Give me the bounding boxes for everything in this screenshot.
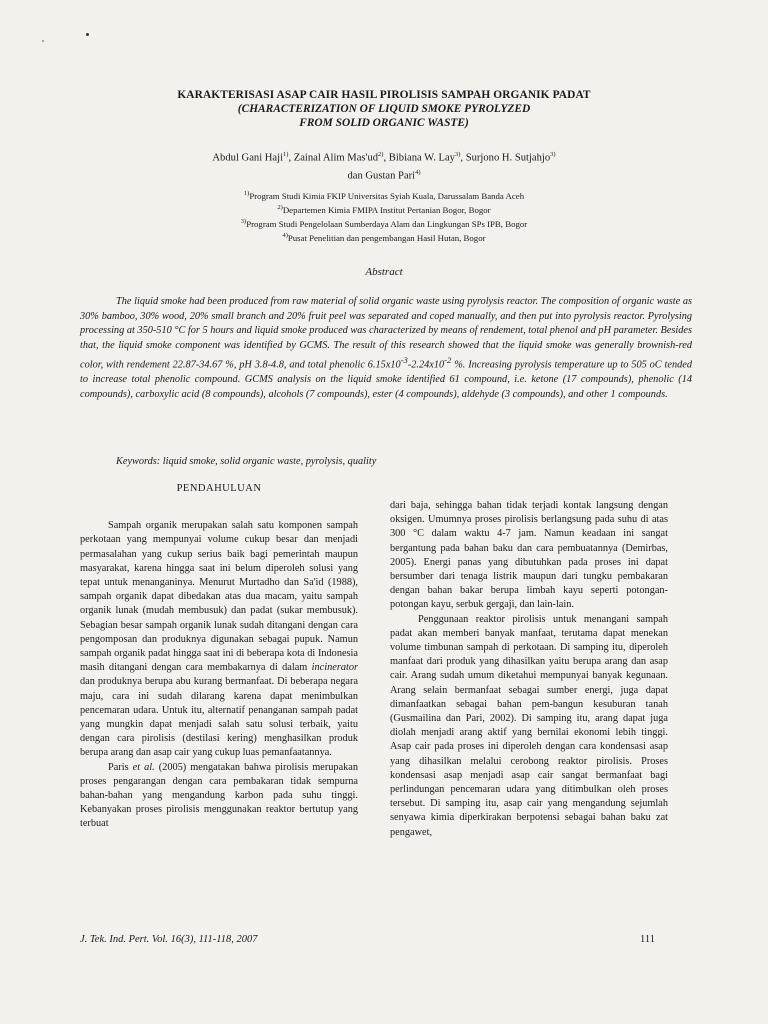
body-paragraph xyxy=(80,761,358,832)
affiliation-mark: 4) xyxy=(282,231,288,239)
abstract-text: %. Increasing pyrolysis temperature up to 505 oC tended to increase total phenolic compound. GCMS analysis on the liquid smoke identified 61 compound, i.e. ketone (17 compounds), phenolic (14 compounds), carboxylic acid (8 compounds), alcohols (7 compounds), ester (4 compounds), aldehyde (3 compounds), and other 1 compounds. xyxy=(80,359,692,400)
page-number: 111 xyxy=(640,934,655,945)
body-text: Sampah organik merupakan salah satu komponen sampah perkotaan yang mempunyai volume cukup besar dan menjadi permasalahan yang cukup serius baik bagi pemerintah maupun masyarakat, karena hingga saat ini belum diperoleh solusi yang tepat untuk menanganinya. Menurut Murtadho dan Sa'id (1988), sampah organik dapat dibedakan atas dua macam, yaitu sampah organik lunak (mudah membusuk) dan padat (sukar membusuk). Sebagian besar sampah organik lunak sudah ditangani dengan cara pengomposan dan produknya digunakan sebagai pupuk. Namun sampah organik padat hingga saat ini di beberapa kota di Indonesia masih ditangani dengan cara membakarnya di dalam xyxy=(80,520,358,674)
body-text: dan produknya berupa abu kurang bermanfaat. Di beberapa negara maju, cara ini sudah dilarang karena dapat menimbulkan pencemaran udara. Untuk itu, alternatif penanganan sampah padat yang mungkin dapat menjadi salah satu solusi terbaik, yaitu dengan cara pirolisis (destilasi kering) menghasilkan produk berupa arang dan asap cair yang cukup luas pemanfaatannya. xyxy=(80,676,358,759)
body-text: Paris xyxy=(108,761,133,773)
paper-title xyxy=(100,88,668,130)
abstract-text: -2.24x10 xyxy=(407,359,445,371)
author-name: Abdul Gani Haji xyxy=(212,152,284,164)
author-affil-mark: 2) xyxy=(378,151,384,158)
body-paragraph: dari baja, sehingga bahan tidak terjadi kontak langsung dengan oksigen. Umumnya proses pirolisis berlangsung pada suhu di atas 300 °C dalam waktu 4-7 jam. Namun keadaan ini sangat bergantung pada bahan baku dan cara pembuatannya (Demirbas, 2005). Energi panas yang dibutuhkan pada proses ini dapat bersumber dari tenaga listrik maupun dari tungku pembakaran dengan bahan bakar berupa limbah kayu seperti potongan-potongan kayu, serbuk gergaji, dan lain-lain. xyxy=(390,500,668,611)
abstract-paragraph xyxy=(80,295,692,403)
keywords-line: Keywords: liquid smoke, solid organic waste, pyrolysis, quality xyxy=(116,456,377,467)
author-affil-mark: 4) xyxy=(415,168,421,176)
affiliation-mark: 3) xyxy=(240,217,247,225)
abstract-text: 6.15x10 xyxy=(367,359,401,371)
body-paragraph: Penggunaan reaktor pirolisis untuk menangani sampah padat akan memberi banyak manfaat, terutama dapat menekan volume timbunan sampah di perkotaan. Di samping itu, diperoleh manfaat dari produk yang dihasilkan yaitu berupa arang dan asap cair. Arang sudah umum diketahui mempunyai banyak kegunaan. Arang selain bermanfaat sebagai sumber energi, juga dapat dimanfaatkan sebagai bahan pem-bangun kesuburan tanah (Gusmailina dan Pari, 2002). Di samping itu, arang dapat juga diolah menjadi arang aktif yang bernilai ekonomi lebih tinggi. Asap cair pada proses ini diperoleh dengan cara kondensasi asap yang dihasilkan melalui cerobong reaktor pirolisis. Proses kondensasi asap menjadi asap cair sangat bermanfaat bagi perlindungan pencemaran udara yang ditimbulkan oleh proses tersebut. Di samping itu, asap cair yang mengandung sejumlah senyawa kimia diperkirakan berpotensi sebagai bahan baku zat pengawet, xyxy=(390,613,668,838)
journal-citation: J. Tek. Ind. Pert. Vol. 16(3), 111-118, 2007 xyxy=(80,934,258,945)
affiliation-item xyxy=(100,188,668,202)
author-name: , Surjono H. Sutjahjo xyxy=(460,152,551,164)
title-indonesian: KARAKTERISASI ASAP CAIR HASIL PIROLISIS SAMPAH ORGANIK PADAT xyxy=(177,89,591,101)
abstract-heading: Abstract xyxy=(365,266,403,278)
affiliation-text: Departemen Kimia FMIPA Institut Pertanian Bogor, Bogor xyxy=(282,204,491,215)
affiliation-mark: 2) xyxy=(277,203,283,211)
affiliation-mark: 1) xyxy=(243,190,250,197)
affiliation-item xyxy=(100,216,668,230)
exponent: -3 xyxy=(400,355,408,366)
author-name: dan Gustan Pari xyxy=(347,170,416,182)
author-name: , Bibiana W. Lay xyxy=(383,152,455,164)
exponent: -2 xyxy=(444,355,452,366)
body-text: (2005) mengatakan bahwa pirolisis merupakan proses pengarangan dengan cara pembakaran tidak sempurna bahan-bahan yang mengandung karbon pada suhu tinggi. Kebanyakan proses pirolisis menggunakan reaktor bertutup yang terbuat xyxy=(80,761,359,830)
body-text-italic: incinerator xyxy=(311,662,358,674)
affiliation-list xyxy=(100,188,668,244)
author-name: , Zainal Alim Mas'ud xyxy=(288,152,379,164)
affiliation-item xyxy=(100,202,668,216)
affiliation-text: Program Studi Pengelolaan Sumberdaya Alam dan Lingkungan SPs IPB, Bogor xyxy=(246,218,528,229)
abstract-text: The liquid smoke had been produced from raw material of solid organic waste using pyrolysis reactor. The composition of organic waste as 30% bamboo, 30% wood, 20% small branch and 20% fruit peel was separated and coped manually, and then put into pyrolysis reactor. Pyrolysing processing at 350-510 °C for 5 hours and liquid smoke produced was characterized by means of rendement, total phenol and pH parameter. Besides that, the liquid smoke component was identified by GCMS. The result of this research showed that the liquid smoke was generally brownish-red color, with rendement 22.87-34.67 %, pH 3.8-4.8, and total phenolic xyxy=(80,296,692,371)
body-paragraph xyxy=(80,519,358,760)
left-column xyxy=(80,482,358,832)
author-affil-mark: 3) xyxy=(454,151,461,158)
affiliation-item xyxy=(100,230,668,244)
affiliation-text: Program Studi Kimia FKIP Universitas Syiah Kuala, Darussalam Banda Aceh xyxy=(249,190,525,201)
scan-speck xyxy=(86,33,89,36)
section-heading: PENDAHULUAN xyxy=(176,483,262,494)
abstract-body xyxy=(80,295,692,403)
author-affil-mark: 1) xyxy=(283,151,289,158)
affiliation-text: Pusat Penelitian dan pengembangan Hasil Hutan, Bogor xyxy=(287,232,486,243)
scan-speck xyxy=(42,40,44,42)
title-english-line1: (CHARACTERIZATION OF LIQUID SMOKE PYROLYZED xyxy=(237,103,531,115)
title-english-line2: FROM SOLID ORGANIC WASTE) xyxy=(299,117,469,129)
right-column xyxy=(390,499,668,840)
author-list xyxy=(100,148,668,183)
author-affil-mark: 3) xyxy=(550,151,556,158)
body-text-italic: et al. xyxy=(132,761,155,773)
